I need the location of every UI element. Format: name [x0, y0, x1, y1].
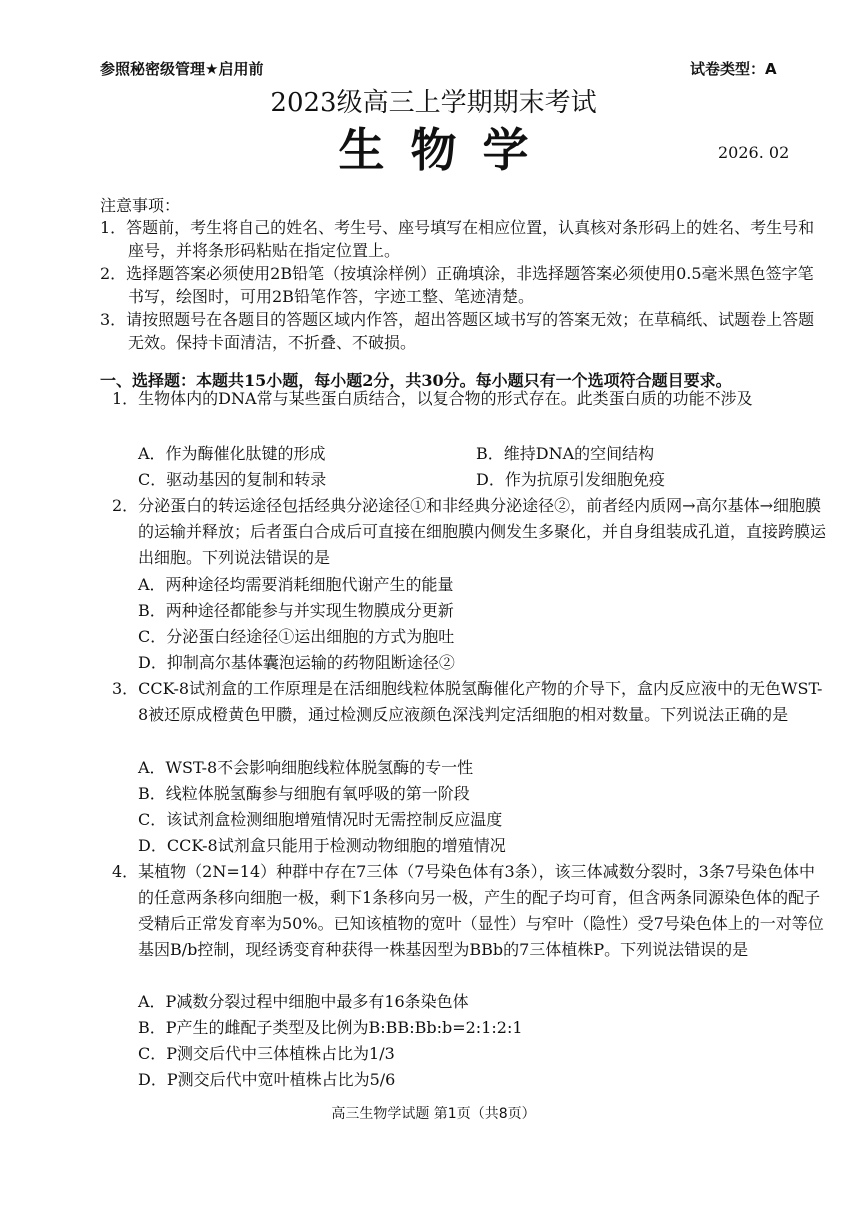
- question-4-option-a: A．P减数分裂过程中细胞中最多有16条染色体: [138, 992, 469, 1011]
- question-3-option-d: D．CCK-8试剂盒只能用于检测动物细胞的增殖情况: [138, 836, 506, 855]
- subject-title: 生物学: [338, 123, 555, 177]
- question-2-option-c: C．分泌蛋白经途径①运出细胞的方式为胞吐: [138, 627, 455, 646]
- exam-date: 2026. 02: [718, 143, 790, 162]
- exam-title: 2023级高三上学期期末考试: [270, 88, 597, 118]
- note-item: 3．请按照题号在各题目的答题区域内作答，超出答题区域书写的答案无效；在草稿纸、试题卷上答题无效。保持卡面清洁，不折叠、不破损。: [100, 310, 815, 352]
- question-1-option-b: B．维持DNA的空间结构: [476, 444, 655, 463]
- question-1-stem: 1．生物体内的DNA常与某些蛋白质结合，以复合物的形式存在。此类蛋白质的功能不涉及: [112, 389, 753, 408]
- confidential-label: 参照秘密级管理★启用前: [100, 60, 264, 78]
- question-2-option-d: D．抑制高尔基体囊泡运输的药物阻断途径②: [138, 653, 455, 672]
- note-item: 2．选择题答案必须使用2B铅笔（按填涂样例）正确填涂，非选择题答案必须使用0.5毫米黑色签字笔书写，绘图时，可用2B铅笔作答，字迹工整、笔迹清楚。: [100, 264, 814, 306]
- notes-heading: 注意事项：: [100, 196, 181, 215]
- paper-type-label: 试卷类型：A: [690, 60, 777, 78]
- question-1-option-a: A．作为酶催化肽键的形成: [138, 444, 326, 463]
- question-3-option-b: B．线粒体脱氢酶参与细胞有氧呼吸的第一阶段: [138, 784, 470, 803]
- question-4-option-c: C．P测交后代中三体植株占比为1/3: [138, 1044, 395, 1063]
- section-heading: 一、选择题：本题共15小题，每小题2分，共30分。每小题只有一个选项符合题目要求。: [100, 371, 732, 390]
- question-2-option-a: A．两种途径均需要消耗细胞代谢产生的能量: [138, 575, 454, 594]
- question-3-stem: 3．CCK-8试剂盒的工作原理是在活细胞线粒体脱氢酶催化产物的介导下，盒内反应液中的无色WST-8被还原成橙黄色甲臜，通过检测反应液颜色深浅判定活细胞的相对数量。下列说法正确的是: [112, 679, 823, 724]
- question-3-option-a: A．WST-8不会影响细胞线粒体脱氢酶的专一性: [138, 758, 474, 777]
- question-2-stem: 2．分泌蛋白的转运途径包括经典分泌途径①和非经典分泌途径②，前者经内质网→高尔基体→细胞膜的运输并释放；后者蛋白合成后可直接在细胞膜内侧发生多聚化，并自身组装成孔道，直接跨膜运出细胞。下列说法错误的是: [112, 496, 827, 567]
- question-2-option-b: B．两种途径都能参与并实现生物膜成分更新: [138, 601, 454, 620]
- question-4-option-b: B．P产生的雌配子类型及比例为B:BB:Bb:b=2:1:2:1: [138, 1018, 523, 1037]
- question-4-stem: 4．某植物（2N=14）种群中存在7三体（7号染色体有3条），该三体减数分裂时，3条7号染色体中的任意两条移向细胞一极，剩下1条移向另一极，产生的配子均可育，但含两条同源染色体的配子受精后正常发育率为50%。已知该植物的宽叶（显性）与窄叶（隐性）受7号染色体上的一对等位基因B/b控制，现经诱变育种获得一株基因型为BBb的7三体植株P。下列说法错误的是: [112, 862, 824, 959]
- question-4-option-d: D．P测交后代中宽叶植株占比为5/6: [138, 1070, 396, 1089]
- question-1-option-d: D．作为抗原引发细胞免疫: [476, 470, 665, 489]
- question-3-option-c: C．该试剂盒检测细胞增殖情况时无需控制反应温度: [138, 810, 503, 829]
- question-1-option-c: C．驱动基因的复制和转录: [138, 470, 327, 489]
- note-item: 1．答题前，考生将自己的姓名、考生号、座号填写在相应位置，认真核对条形码上的姓名、考生号和座号，并将条形码粘贴在指定位置上。: [100, 218, 815, 260]
- page-footer: 高三生物学试题 第1页（共8页）: [331, 1106, 536, 1122]
